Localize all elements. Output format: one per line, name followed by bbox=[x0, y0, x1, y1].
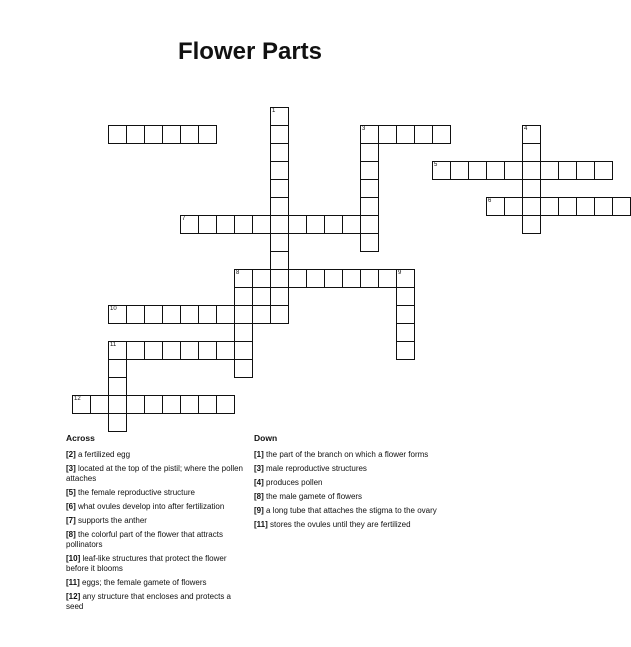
clue-number-label: [7] bbox=[66, 516, 76, 525]
page-title: Flower Parts bbox=[177, 38, 323, 65]
grid-cell[interactable] bbox=[288, 269, 307, 288]
grid-cell[interactable] bbox=[180, 305, 199, 324]
clue-number: 5 bbox=[434, 162, 438, 168]
grid-cell[interactable] bbox=[234, 269, 253, 288]
grid-cell[interactable] bbox=[396, 287, 415, 306]
grid-cell[interactable] bbox=[126, 305, 145, 324]
clue-number-label: [5] bbox=[66, 488, 76, 497]
clue-text: a fertilized egg bbox=[75, 450, 131, 459]
grid-cell[interactable] bbox=[216, 341, 235, 360]
clue-item bbox=[254, 492, 440, 502]
clue-text: the colorful part of the flower that attracts pollinators bbox=[66, 530, 223, 549]
grid-cell[interactable] bbox=[108, 125, 127, 144]
clue-text: produces pollen bbox=[263, 478, 323, 487]
grid-cell[interactable] bbox=[108, 341, 127, 360]
grid-cell[interactable] bbox=[504, 197, 523, 216]
grid-cell[interactable] bbox=[342, 215, 361, 234]
clue-item bbox=[66, 464, 244, 484]
clue-number: 12 bbox=[74, 396, 81, 402]
grid-cell[interactable] bbox=[594, 161, 613, 180]
clue-item bbox=[66, 578, 244, 588]
grid-cell[interactable] bbox=[234, 341, 253, 360]
grid-cell[interactable] bbox=[144, 395, 163, 414]
clue-item bbox=[66, 554, 244, 574]
clue-text: eggs; the female gamete of flowers bbox=[79, 578, 207, 587]
grid-cell[interactable] bbox=[378, 269, 397, 288]
down-heading: Down bbox=[254, 433, 278, 443]
grid-cell[interactable] bbox=[324, 269, 343, 288]
grid-cell[interactable] bbox=[504, 161, 523, 180]
grid-cell[interactable] bbox=[522, 143, 541, 162]
grid-cell[interactable] bbox=[360, 233, 379, 252]
grid-cell[interactable] bbox=[144, 341, 163, 360]
clue-text: leaf-like structures that protect the flower before it blooms bbox=[66, 554, 227, 573]
grid-cell[interactable] bbox=[198, 125, 217, 144]
grid-cell[interactable] bbox=[576, 197, 595, 216]
grid-cell[interactable] bbox=[270, 251, 289, 270]
grid-cell[interactable] bbox=[540, 197, 559, 216]
grid-cell[interactable] bbox=[144, 125, 163, 144]
grid-cell[interactable] bbox=[198, 395, 217, 414]
grid-cell[interactable] bbox=[324, 215, 343, 234]
clue-text: what ovules develop into after fertilization bbox=[75, 502, 225, 511]
clue-text: the part of the branch on which a flower forms bbox=[263, 450, 429, 459]
grid-cell[interactable] bbox=[468, 161, 487, 180]
clue-item bbox=[66, 516, 244, 526]
clue-number-label: [4] bbox=[254, 478, 264, 487]
clue-number-label: [3] bbox=[66, 464, 76, 473]
clue-number-label: [8] bbox=[66, 530, 76, 539]
grid-cell[interactable] bbox=[162, 125, 181, 144]
grid-cell[interactable] bbox=[270, 107, 289, 126]
grid-cell[interactable] bbox=[270, 233, 289, 252]
grid-cell[interactable] bbox=[432, 125, 451, 144]
grid-cell[interactable] bbox=[558, 197, 577, 216]
grid-cell[interactable] bbox=[234, 305, 253, 324]
grid-cell[interactable] bbox=[270, 143, 289, 162]
grid-cell[interactable] bbox=[522, 197, 541, 216]
grid-cell[interactable] bbox=[270, 125, 289, 144]
grid-cell[interactable] bbox=[288, 215, 307, 234]
grid-cell[interactable] bbox=[234, 215, 253, 234]
grid-cell[interactable] bbox=[522, 215, 541, 234]
clue-text: any structure that encloses and protects a seed bbox=[66, 592, 231, 611]
grid-cell[interactable] bbox=[198, 341, 217, 360]
grid-cell[interactable] bbox=[108, 413, 127, 432]
grid-cell[interactable] bbox=[360, 197, 379, 216]
grid-cell[interactable] bbox=[522, 125, 541, 144]
grid-cell[interactable] bbox=[540, 161, 559, 180]
grid-cell[interactable] bbox=[270, 269, 289, 288]
clue-number-label: [6] bbox=[66, 502, 76, 511]
clue-number: 4 bbox=[524, 126, 528, 132]
clue-text: stores the ovules until they are fertilized bbox=[267, 520, 411, 529]
grid-cell[interactable] bbox=[432, 161, 451, 180]
grid-cell[interactable] bbox=[270, 161, 289, 180]
grid-cell[interactable] bbox=[558, 161, 577, 180]
grid-cell[interactable] bbox=[396, 323, 415, 342]
grid-cell[interactable] bbox=[216, 215, 235, 234]
grid-cell[interactable] bbox=[252, 305, 271, 324]
down-clues bbox=[254, 433, 440, 534]
grid-cell[interactable] bbox=[360, 143, 379, 162]
clue-number-label: [11] bbox=[254, 520, 268, 529]
clue-number: 7 bbox=[182, 216, 186, 222]
clue-number-label: [11] bbox=[66, 578, 80, 587]
grid-cell[interactable] bbox=[270, 305, 289, 324]
clue-number-label: [2] bbox=[66, 450, 76, 459]
clue-text: a long tube that attaches the stigma to the ovary bbox=[263, 506, 437, 515]
clue-item bbox=[254, 464, 440, 474]
clue-text: male reproductive structures bbox=[263, 464, 367, 473]
clue-text: located at the top of the pistil; where the pollen attaches bbox=[66, 464, 243, 483]
grid-cell[interactable] bbox=[612, 197, 631, 216]
clue-item bbox=[66, 488, 244, 498]
grid-cell[interactable] bbox=[522, 161, 541, 180]
grid-cell[interactable] bbox=[594, 197, 613, 216]
clue-number-label: [1] bbox=[254, 450, 264, 459]
grid-cell[interactable] bbox=[234, 287, 253, 306]
grid-cell[interactable] bbox=[126, 125, 145, 144]
grid-cell[interactable] bbox=[180, 395, 199, 414]
grid-cell[interactable] bbox=[270, 179, 289, 198]
grid-cell[interactable] bbox=[72, 395, 91, 414]
grid-cell[interactable] bbox=[108, 305, 127, 324]
grid-cell[interactable] bbox=[360, 161, 379, 180]
grid-cell[interactable] bbox=[90, 395, 109, 414]
grid-cell[interactable] bbox=[180, 341, 199, 360]
grid-cell[interactable] bbox=[162, 305, 181, 324]
grid-cell[interactable] bbox=[270, 197, 289, 216]
grid-cell[interactable] bbox=[234, 323, 253, 342]
clue-item bbox=[254, 450, 440, 460]
clue-number-label: [8] bbox=[254, 492, 264, 501]
grid-cell[interactable] bbox=[126, 341, 145, 360]
grid-cell[interactable] bbox=[108, 359, 127, 378]
grid-cell[interactable] bbox=[360, 179, 379, 198]
across-clues bbox=[66, 433, 244, 616]
across-heading: Across bbox=[66, 433, 95, 443]
clue-number-label: [12] bbox=[66, 592, 81, 601]
grid-cell[interactable] bbox=[180, 125, 199, 144]
grid-cell[interactable] bbox=[108, 377, 127, 396]
clue-item bbox=[66, 502, 244, 512]
clue-number-label: [10] bbox=[66, 554, 81, 563]
grid-cell[interactable] bbox=[522, 179, 541, 198]
grid-cell[interactable] bbox=[396, 125, 415, 144]
clue-number: 3 bbox=[362, 126, 366, 132]
grid-cell[interactable] bbox=[396, 269, 415, 288]
clue-text: supports the anther bbox=[75, 516, 147, 525]
grid-cell[interactable] bbox=[234, 359, 253, 378]
grid-cell[interactable] bbox=[306, 269, 325, 288]
clue-number-label: [9] bbox=[254, 506, 264, 515]
clue-number-label: [3] bbox=[254, 464, 264, 473]
grid-cell[interactable] bbox=[162, 395, 181, 414]
clue-number: 11 bbox=[110, 342, 117, 348]
grid-cell[interactable] bbox=[486, 197, 505, 216]
grid-cell[interactable] bbox=[450, 161, 469, 180]
clue-item bbox=[66, 592, 244, 612]
grid-cell[interactable] bbox=[216, 395, 235, 414]
grid-cell[interactable] bbox=[342, 269, 361, 288]
grid-cell[interactable] bbox=[198, 215, 217, 234]
grid-cell[interactable] bbox=[270, 287, 289, 306]
grid-cell[interactable] bbox=[108, 395, 127, 414]
grid-cell[interactable] bbox=[270, 215, 289, 234]
grid-cell[interactable] bbox=[396, 341, 415, 360]
grid-cell[interactable] bbox=[144, 305, 163, 324]
grid-cell[interactable] bbox=[360, 215, 379, 234]
grid-cell[interactable] bbox=[180, 215, 199, 234]
grid-cell[interactable] bbox=[576, 161, 595, 180]
grid-cell[interactable] bbox=[252, 215, 271, 234]
clue-number: 9 bbox=[398, 270, 402, 276]
clue-number: 8 bbox=[236, 270, 240, 276]
grid-cell[interactable] bbox=[306, 215, 325, 234]
clue-item bbox=[254, 506, 440, 516]
grid-cell[interactable] bbox=[252, 269, 271, 288]
clue-number: 6 bbox=[488, 198, 492, 204]
grid-cell[interactable] bbox=[360, 125, 379, 144]
grid-cell[interactable] bbox=[162, 341, 181, 360]
grid-cell[interactable] bbox=[378, 125, 397, 144]
grid-cell[interactable] bbox=[414, 125, 433, 144]
grid-cell[interactable] bbox=[360, 269, 379, 288]
grid-cell[interactable] bbox=[216, 305, 235, 324]
clue-item bbox=[66, 530, 244, 550]
clue-text: the female reproductive structure bbox=[75, 488, 195, 497]
clue-number: 10 bbox=[110, 306, 117, 312]
clue-text: the male gamete of flowers bbox=[263, 492, 363, 501]
clue-number: 1 bbox=[272, 108, 276, 114]
grid-cell[interactable] bbox=[198, 305, 217, 324]
grid-cell[interactable] bbox=[396, 305, 415, 324]
clue-item bbox=[254, 478, 440, 488]
grid-cell[interactable] bbox=[486, 161, 505, 180]
clue-item bbox=[254, 520, 440, 530]
grid-cell[interactable] bbox=[126, 395, 145, 414]
clue-item bbox=[66, 450, 244, 460]
